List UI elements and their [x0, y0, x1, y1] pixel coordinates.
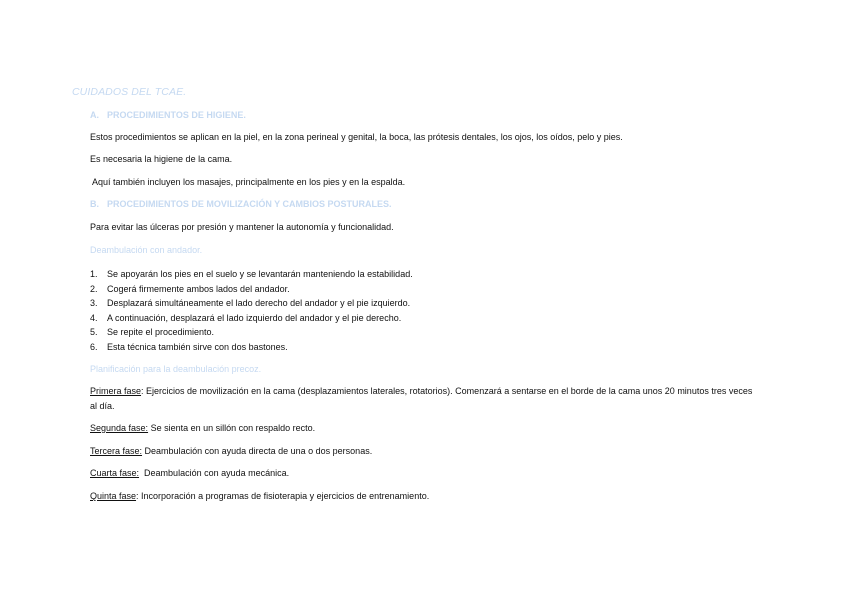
phase-1-text: Ejercicios de movilización en la cama (desplazamientos laterales, rotatorios). Comenzará a sentarse en el borde de la cama unos 20 minutos tres veces al día. [90, 386, 753, 411]
phase-5-label: Quinta fase [90, 491, 137, 501]
phase-4-label: Cuarta fase: [90, 468, 140, 478]
list-item: 3. Desplazará simultáneamente el lado derecho del andador y el pie izquierdo. [90, 298, 411, 309]
document-title: CUIDADOS DEL TCAE. [72, 86, 187, 98]
subheading-walker: Deambulación con andador. [90, 245, 203, 255]
list-item: 1. Se apoyarán los pies en el suelo y se levantarán manteniendo la estabilidad. [90, 269, 413, 279]
section-a-letter: A. [90, 110, 99, 120]
list-item: 4. A continuación, desplazará el lado izquierdo del andador y el pie derecho. [90, 312, 402, 323]
section-a-title: PROCEDIMIENTOS DE HIGIENE. [107, 110, 246, 120]
phase-2-paragraph [90, 421, 315, 436]
phase-4-paragraph [90, 466, 289, 481]
section-b-heading [90, 199, 392, 209]
phase-1-label: Primera fase [90, 386, 142, 396]
paragraph-mobilization-intro: Para evitar las úlceras por presión y mantener la autonomía y funcionalidad. [90, 222, 394, 232]
section-a-heading [90, 110, 246, 120]
phase-2-text: Se sienta en un sillón con respaldo recto. [150, 423, 316, 433]
subheading-early-ambulation: Planificación para la deambulación precoz. [90, 364, 262, 374]
paragraph-hygiene-scope: Estos procedimientos se aplican en la piel, en la zona perineal y genital, la boca, las prótesis dentales, los ojos, los oídos, pelo y pies. [90, 132, 623, 142]
section-b-title: PROCEDIMIENTOS DE MOVILIZACIÓN Y CAMBIOS POSTURALES. [107, 199, 392, 209]
phase-2-label: Segunda fase: [90, 423, 149, 433]
phase-1-paragraph: Primera fase: Ejercicios de movilización en la cama (desplazamientos laterales, rotatorios). Comenzará a sentarse en el borde de la cama unos 20 minutos tres veces al día. [90, 386, 753, 411]
phase-5-text: Incorporación a programas de fisioterapia y ejercicios de entrenamiento. [141, 491, 430, 501]
list-item: 6. Esta técnica también sirve con dos bastones. [90, 341, 288, 352]
paragraph-massages: Aquí también incluyen los masajes, principalmente en los pies y en la espalda. [92, 177, 406, 187]
phase-5-paragraph: Quinta fase: Incorporación a programas de fisioterapia y ejercicios de entrenamiento. [90, 491, 430, 501]
phase-3-paragraph [90, 444, 372, 459]
phase-3-text: Deambulación con ayuda directa de una o dos personas. [144, 446, 373, 456]
walker-steps-list [90, 267, 413, 355]
section-b-letter: B. [90, 199, 99, 209]
phase-3-label: Tercera fase: [90, 446, 143, 456]
paragraph-bed-hygiene: Es necesaria la higiene de la cama. [90, 154, 233, 164]
list-item: 2. Cogerá firmemente ambos lados del andador. [90, 283, 290, 294]
list-item: 5. Se repite el procedimiento. [90, 327, 215, 338]
phase-4-text: Deambulación con ayuda mecánica. [144, 468, 290, 478]
